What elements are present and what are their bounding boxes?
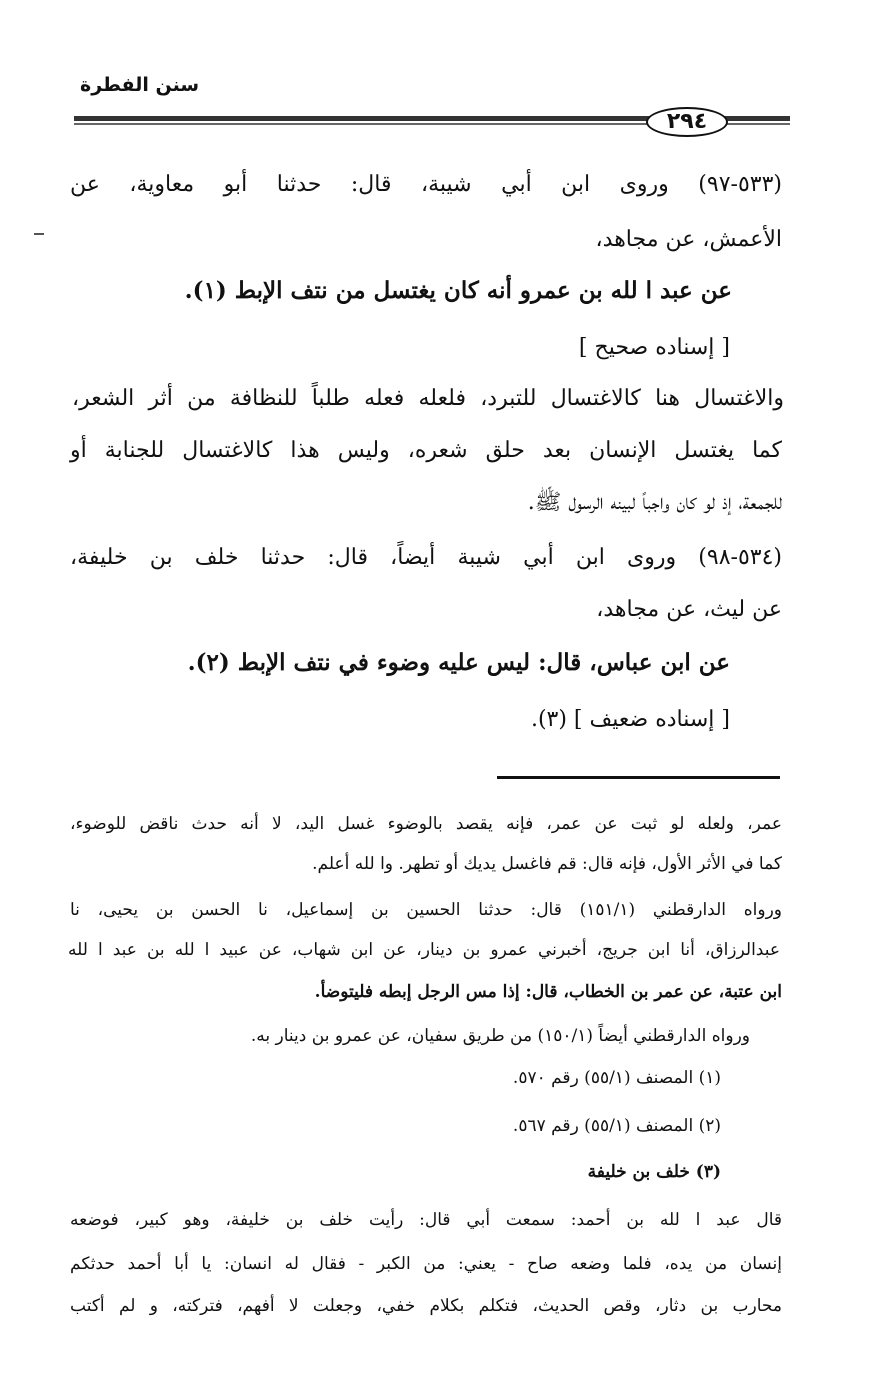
running-title: سنن الفطرة	[80, 74, 200, 96]
main-line-2: الأعمش، عن مجاهد،	[595, 227, 782, 252]
footnote-line-6: ورواه الدارقطني أيضاً (١٥٠/١) من طريق سفيان، عن عمرو بن دينار به.	[250, 1026, 750, 1046]
footnote-line-2: كما في الأثر الأول، فإنه قال: قم فاغسل يديك أو تطهر. وا لله أعلم.	[312, 854, 782, 874]
main-line-7: للجمعة، إذ لو كان واجباً لبينه الرسول ﷺ.	[527, 490, 782, 515]
footnote-2: (٢) المصنف (٥٥/١) رقم ٥٦٧.	[512, 1116, 721, 1136]
footnote-line-11: إنسان من يده، فلما وضعه صاح - يعني: من الكبر - فقال له انسان: يا أبا أحمد حدثكم	[70, 1254, 782, 1274]
footnote-line-1: عمر، ولعله لو ثبت عن عمر، فإنه يقصد بالوضوء غسل اليد، لا أنه حدث ناقض للوضوء،	[70, 814, 782, 834]
footnote-line-4: عبدالرزاق، أنا ابن جريج، أخبرني عمرو بن دينار، عن ابن شهاب، عن عبيد ا لله بن عبد ا لله	[68, 940, 780, 960]
footnote-line-10: قال عبد ا لله بن أحمد: سمعت أبي قال: رأيت خلف بن خليفة، وهو كبير، فوضعه	[70, 1210, 782, 1230]
main-line-11: [ إسناده ضعيف ] (٣).	[530, 707, 730, 732]
main-line-5: والاغتسال هنا كالاغتسال للتبرد، فلعله فعله طلباً للنظافة من أثر الشعر،	[72, 386, 784, 411]
main-line-10: عن ابن عباس، قال: ليس عليه وضوء في نتف الإبط (٢).	[187, 649, 730, 676]
main-line-4: [ إسناده صحيح ]	[578, 335, 730, 360]
footnote-1: (١) المصنف (٥٥/١) رقم ٥٧٠.	[512, 1068, 721, 1088]
main-line-3: عن عبد ا لله بن عمرو أنه كان يغتسل من نتف الإبط (١).	[184, 277, 732, 304]
footnote-separator	[497, 776, 780, 779]
margin-mark	[34, 233, 44, 235]
main-line-9: عن ليث، عن مجاهد،	[596, 597, 782, 622]
footnote-3: (٣) خلف بن خليفة	[587, 1162, 721, 1182]
main-line-1: (٥٣٣-٩٧) وروى ابن أبي شيبة، قال: حدثنا أبو معاوية، عن	[70, 172, 782, 197]
footnote-line-12: محارب بن دثار، وقص الحديث، فتكلم بكلام خفي، وجعلت لا أفهم، فتركته، و لم أكتب	[70, 1296, 782, 1316]
footnote-line-5: ابن عتبة، عن عمر بن الخطاب، قال: إذا مس الرجل إبطه فليتوضأ.	[314, 982, 782, 1002]
main-line-8: (٥٣٤-٩٨) وروى ابن أبي شيبة أيضاً، قال: حدثنا خلف بن خليفة،	[70, 545, 782, 570]
page-number: ٢٩٤	[646, 107, 728, 137]
main-line-6: كما يغتسل الإنسان بعد حلق شعره، وليس هذا كالاغتسال للجنابة أو	[70, 438, 782, 463]
footnote-line-3: ورواه الدارقطني (١٥١/١) قال: حدثنا الحسين بن إسماعيل، نا الحسن بن يحيى، نا	[70, 900, 782, 920]
